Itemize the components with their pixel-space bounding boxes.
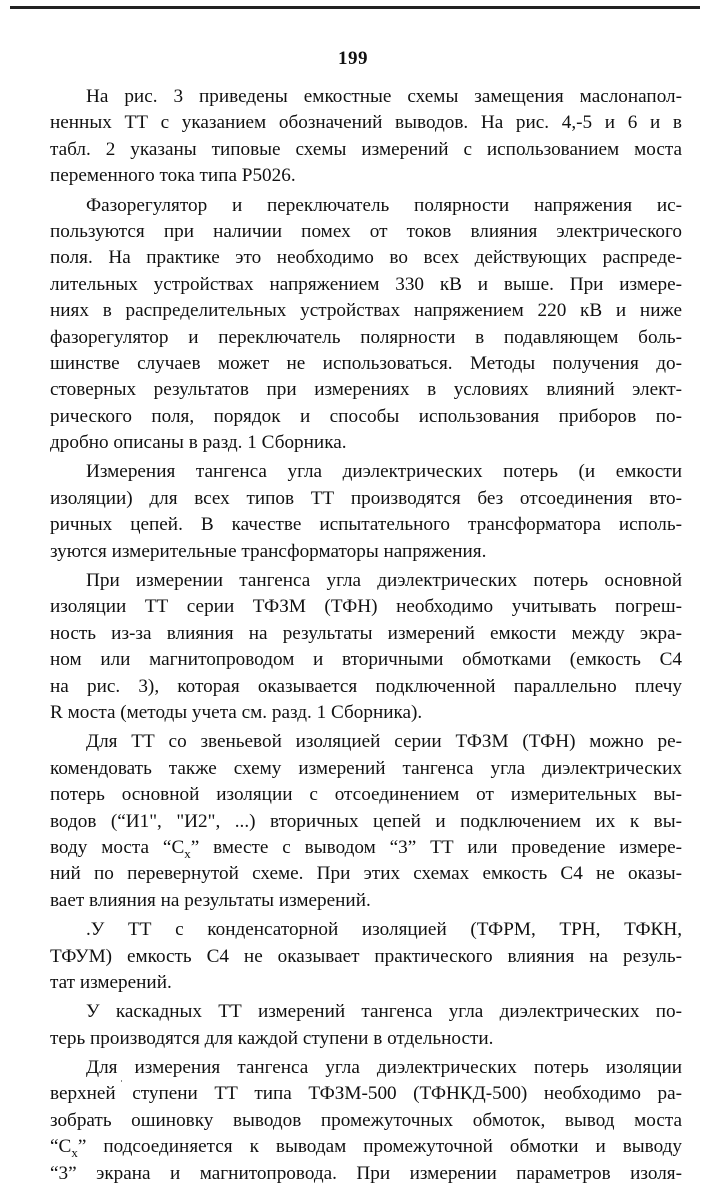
text-line: зобрать ошиновку выводов промежуточных обмоток, вывод моста: [50, 1109, 682, 1131]
text-line: тат измерений.: [50, 971, 172, 993]
text-line: поля. На практике это необходимо во всех действующих распреде-: [50, 247, 682, 269]
paragraph: [50, 459, 682, 565]
paragraph: [50, 917, 682, 996]
text-line: шинстве случаев может не использоваться. Методы получения до-: [50, 352, 682, 374]
text-line: зуются измерительные трансформаторы напряжения.: [50, 540, 487, 562]
paragraph: [50, 729, 682, 914]
text-line: терь производятся для каждой ступени в отдельности.: [50, 1027, 494, 1049]
text-line: “3” экрана и магнитопровода. При измерении параметров изоля-: [50, 1162, 682, 1184]
paragraph: [50, 84, 682, 190]
text-line: пользуются при наличии помех от токов влияния электрического: [50, 220, 682, 242]
text-line: “$C_x$” подсоединяется к выводам промежуточной обмотки и выводу: [50, 1136, 682, 1161]
paragraph: [50, 999, 682, 1052]
text-line: ном или магнитопроводом и вторичными обмотками (емкость С4: [50, 649, 682, 671]
text-line: рического поля, порядок и способы использования приборов по-: [50, 405, 682, 427]
text-line: При измерении тангенса угла диэлектрических потерь основной: [86, 570, 682, 592]
text-line: лительных устройствах напряжением 330 кВ и выше. При измере-: [50, 273, 682, 295]
text-line: Измерения тангенса угла диэлектрических потерь (и емкости: [86, 461, 682, 483]
text-line: Для ТТ со звеньевой изоляцией серии ТФЗМ (ТФН) можно ре-: [86, 731, 682, 753]
text-line: ТФУМ) емкость С4 не оказывает практического влияния на резуль-: [50, 945, 682, 967]
text-line: верхней ступени ТТ типа ТФЗМ-500 (ТФНКД-500) необходимо ра-: [50, 1083, 682, 1105]
scan-speck: [121, 1080, 122, 1082]
text-line: потерь основной изоляции с отсоединением от измерительных вы-: [50, 784, 682, 806]
text-line: вает влияния на результаты измерений.: [50, 889, 371, 911]
text-line: изоляции ТТ серии ТФЗМ (ТФН) необходимо учитывать погреш-: [50, 596, 682, 618]
text-line: ричных цепей. В качестве испытательного трансформатора исполь-: [50, 514, 682, 536]
text-line: ний по перевернутой схеме. При этих схемах емкость С4 не оказы-: [50, 863, 682, 885]
paragraph: [50, 1055, 682, 1187]
text-line: R моста (методы учета см. разд. 1 Сборника).: [50, 701, 423, 723]
text-line: Для измерения тангенса угла диэлектрических потерь изоляции: [86, 1057, 682, 1079]
text-line: На рис. 3 приведены емкостные схемы замещения маслонапол-: [86, 86, 682, 107]
text-line: ненных ТТ с указанием обозначений выводов. На рис. 4,-5 и 6 и в: [50, 112, 682, 134]
text-line: изоляции) для всех типов ТТ производятся без отсоединения вто-: [50, 487, 682, 509]
text-line: фазорегулятор и переключатель полярности в подавляющем боль-: [50, 326, 682, 348]
top-border-rule: [10, 6, 700, 9]
text-line: .У ТТ с конденсаторной изоляцией (ТФРМ, ТРН, ТФКН,: [86, 919, 682, 941]
page-number: 199: [338, 48, 368, 69]
text-line: стоверных результатов при измерениях в условиях влияний элект-: [50, 379, 682, 401]
text-line: воду моста “$C_x$” вместе с выводом “3” ТТ или проведение измере-: [50, 836, 682, 861]
document-body: [50, 84, 682, 1187]
paragraph: [50, 193, 682, 457]
text-line: водов (“И1", "И2", ...) вторичных цепей и подключением их к вы-: [50, 810, 682, 832]
paragraph: [50, 568, 682, 726]
text-line: Фазорегулятор и переключатель полярности напряжения ис-: [86, 194, 682, 216]
text-line: ность из-за влияния на результаты измерений емкости между экра-: [50, 622, 682, 644]
text-line: У каскадных ТТ измерений тангенса угла диэлектрических по-: [86, 1001, 682, 1023]
text-line: ниях в распределительных устройствах напряжением 220 кВ и ниже: [50, 300, 682, 322]
text-line: дробно описаны в разд. 1 Сборника.: [50, 432, 347, 454]
text-line: на рис. 3), которая оказывается подключенной параллельно плечу: [50, 675, 682, 697]
text-line: переменного тока типа Р5026.: [50, 165, 296, 187]
text-line: комендовать также схему измерений тангенса угла диэлектрических: [50, 757, 682, 779]
text-line: табл. 2 указаны типовые схемы измерений с использованием моста: [50, 138, 682, 160]
